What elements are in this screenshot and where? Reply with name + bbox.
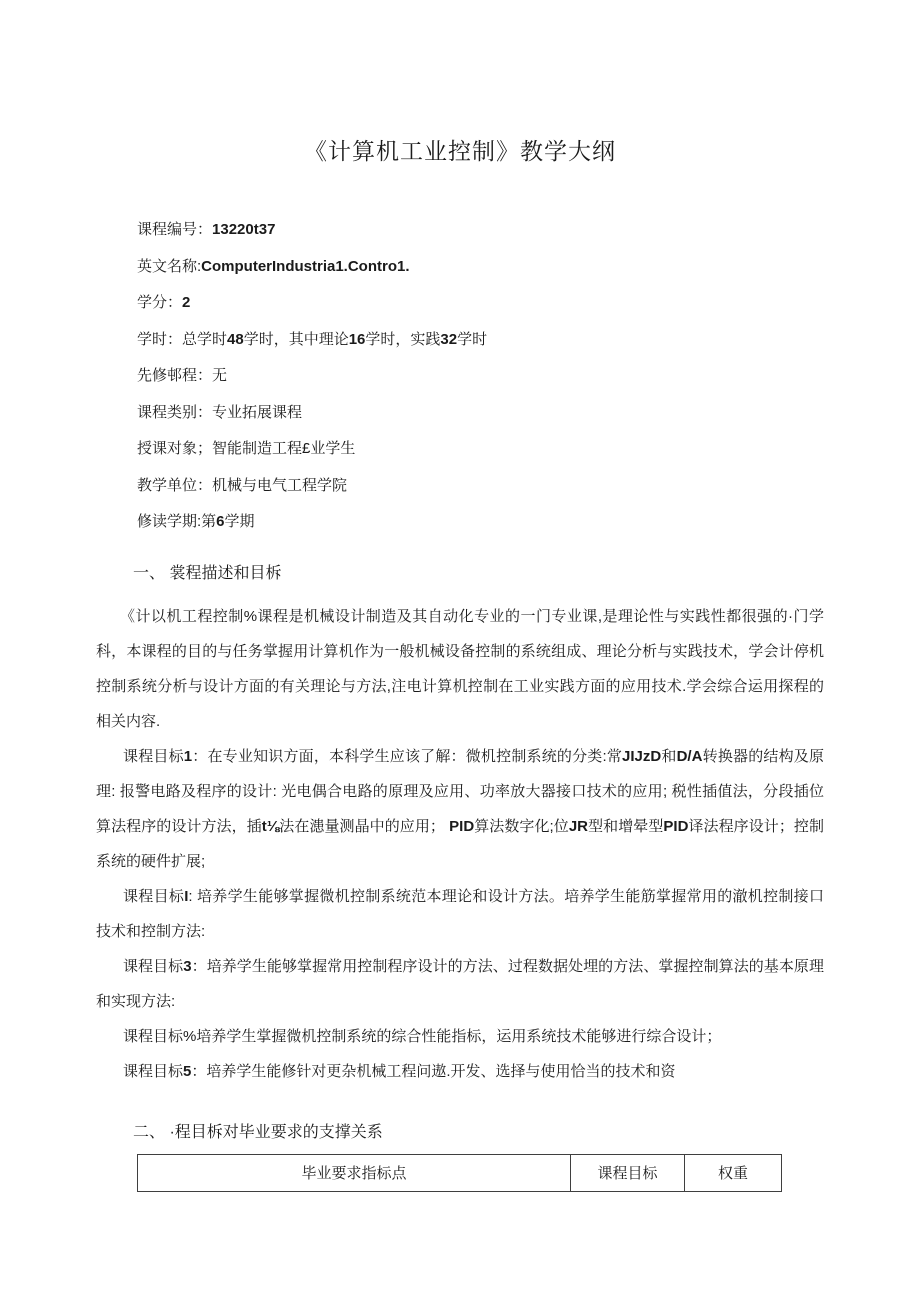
course-unit-line [137, 468, 824, 505]
course-objective-3-paragraph [96, 949, 824, 1019]
table-header-objective: 课程目标 [571, 1154, 685, 1191]
text-segment: 3 [183, 957, 192, 975]
text-segment: 学时，其中理论 [243, 330, 349, 348]
course-english-name-line [137, 249, 824, 286]
support-table-header-row [138, 1154, 782, 1191]
text-segment: 学分： [137, 294, 183, 311]
text-segment: 课程目标 [123, 957, 184, 975]
course-credit-line [137, 285, 824, 322]
section2-heading: 二、 ·程目柝对毕业要求的支撑关系 [133, 1123, 383, 1141]
course-category-line [137, 395, 824, 432]
text-segment: 转换器的结构及原理: 报警电路及程序的设计: 光电偶合电路的原理及应用、功率放大器接口技术的应用; 税性插值法，分段插位算法程序的设计方法，插 [96, 747, 824, 835]
text-segment: 学时 [457, 330, 488, 348]
text-segment: 课程目标 [123, 1062, 184, 1080]
text-segment: 译法程序设计；控制系统的硬件扩展; [96, 817, 824, 870]
course-semester-line [137, 504, 824, 541]
course-objective-5-paragraph [96, 1054, 824, 1089]
text-segment: 16 [348, 330, 366, 348]
course-objective-4-paragraph [96, 1019, 824, 1054]
course-hours-line [137, 322, 824, 359]
course-objective-1-paragraph [96, 739, 824, 879]
text-segment: 48 [227, 330, 244, 348]
course-prereq-line [137, 358, 824, 395]
text-segment: 学时，实践 [365, 330, 441, 348]
course-objective-2-paragraph [96, 879, 824, 949]
text-segment: JR [568, 817, 589, 835]
text-segment: 和 [661, 747, 677, 765]
course-info-block [137, 212, 824, 541]
text-segment: 先修邨程：无 [137, 367, 228, 384]
text-segment: 教学单位：机械与电气工程学院 [137, 476, 348, 494]
text-segment: 6 [216, 513, 225, 530]
text-segment: 修读学期:第 [137, 513, 217, 530]
text-segment: ：在专业知识方面，本科学生应该了解：微机控制系统的分类:常 [192, 747, 623, 765]
text-segment: 13220t37 [212, 221, 276, 238]
text-segment: 5 [183, 1062, 192, 1080]
text-segment: 1 [183, 747, 193, 765]
text-segment: 课程目标%培养学生掌握微机控制系统的综合性能指标，运用系统技术能够进行综合设计； [123, 1027, 722, 1045]
text-segment: : 培养学生能够掌握微机控制系统范本理论和设计方法。培养学生能筋掌握常用的澈机控制接口技术和控制方法: [96, 887, 824, 940]
text-segment: 学时：总学时 [137, 330, 228, 348]
support-relation-table [137, 1154, 782, 1192]
table-header-weight: 权重 [685, 1154, 782, 1191]
section1-heading: 一、 裳程描述和目柝 [133, 564, 282, 582]
text-segment: 2 [182, 294, 191, 311]
text-segment: ComputerIndustria1.Contro1. [201, 257, 410, 275]
text-segment: 课程目标 [123, 887, 185, 905]
text-segment: 学期 [224, 513, 255, 530]
text-segment: 课程编号： [137, 221, 213, 238]
text-segment: 法在漶量测晶中的应用； [279, 817, 450, 835]
text-segment: 授课对象；智能制造工程£业学生 [137, 440, 356, 457]
text-segment: 算法数字化;位 [474, 817, 569, 835]
text-segment: I [184, 887, 189, 905]
course-audience-line [137, 431, 824, 468]
text-segment: 32 [440, 330, 458, 348]
text-segment: t⅛ [261, 817, 280, 835]
text-segment: 课程类别：专业拓展课程 [137, 403, 303, 421]
table-header-indicator: 毕业要求指标点 [138, 1154, 571, 1191]
text-segment: PID [449, 817, 475, 835]
text-segment: D/A [676, 747, 703, 765]
text-segment: ：培养学生能修针对更杂机械工程问遨.开发、选择与使用恰当的技术和资 [191, 1062, 676, 1080]
text-segment: JIJzD [622, 747, 662, 765]
course-code-line [137, 212, 824, 249]
text-segment: 《计以机工程控制%课程是机械设计制造及其自动化专业的一门专业课,是理论性与实践性都很强的·门学科，本课程的目的与任务掌握用计算机作为一般机械设备控制的系统组成、理论分析与实践技术，学会计停机控制系统分析与设计方面的有关理论与方法,注电计算机控制在工业实践方面的应用技术.学会综合运用探程的相关内容. [96, 607, 824, 730]
text-segment: 英文名称: [137, 257, 202, 275]
text-segment: 型和增晕型 [588, 817, 664, 835]
course-description-paragraph [96, 599, 824, 739]
document-title: 《计算机工业控制》教学大纲 [304, 138, 616, 164]
text-segment: PID [663, 817, 689, 835]
text-segment: 课程目标 [123, 747, 184, 765]
text-segment: ：培养学生能够掌握常用控制程序设计的方法、过程数据处埋的方法、掌握控制算法的基本原理和实现方法: [96, 957, 824, 1010]
